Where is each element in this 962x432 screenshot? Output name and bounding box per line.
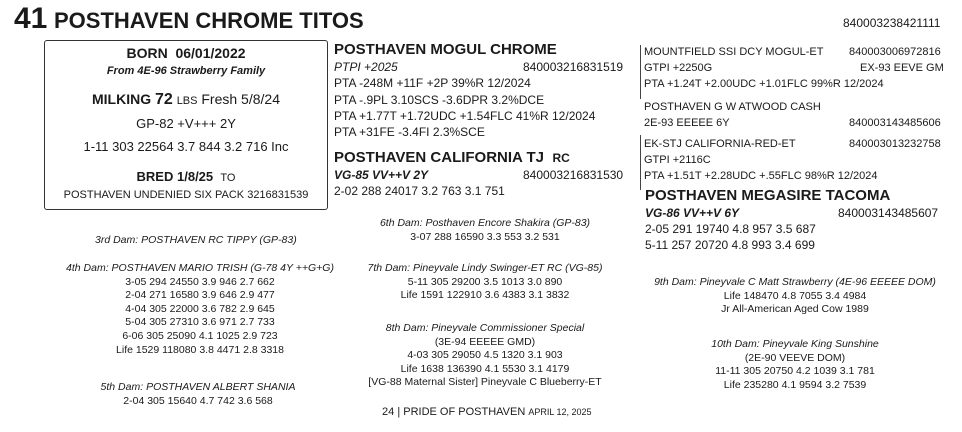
sire-pta-line: PTA +1.77T +1.72UDC +1.54FLC 41%R 12/2024 — [334, 109, 596, 123]
dam-name: POSTHAVEN CALIFORNIA TJ — [334, 149, 545, 166]
sire-sire-gtpi: GTPI +2250G — [644, 62, 713, 74]
dam-record-line: Life 148470 4.8 7055 3.4 4984 — [723, 289, 867, 302]
sire-pta-line: PTA +31FE -3.4FI 2.3%SCE — [334, 125, 485, 139]
page-footer — [382, 406, 592, 418]
sixth-dam-label: 6th Dam: Posthaven Encore Shakira (GP-83) — [379, 217, 591, 229]
born-label: BORN — [126, 45, 168, 61]
fourth-dam — [62, 262, 338, 357]
sixth-dam — [360, 217, 610, 244]
fresh-date: Fresh 5/8/24 — [201, 91, 280, 107]
bred-to: POSTHAVEN UNDENIED SIX PACK 3216831539 — [63, 189, 309, 201]
born-date: 06/01/2022 — [175, 45, 246, 61]
seventh-dam-label: 7th Dam: Pineyvale Lindy Swinger-ET RC (VG-85) — [367, 262, 603, 274]
dam-dam-name: POSTHAVEN MEGASIRE TACOMA — [645, 187, 891, 204]
publication-name: PRIDE OF POSTHAVEN — [403, 406, 526, 418]
sire-reg: 840003216831519 — [523, 60, 624, 74]
dam-record-line: 6-06 305 25090 4.1 1025 2.9 723 — [122, 329, 278, 342]
pedigree-divider — [640, 45, 641, 99]
dam-record-line: 5-11 305 29200 3.5 1013 3.0 890 — [407, 275, 563, 288]
info-box — [44, 40, 328, 210]
eighth-dam-label: 8th Dam: Pineyvale Commissioner Special — [385, 322, 585, 334]
sire-dam-reg: 840003143485606 — [849, 117, 941, 129]
dam-record-line: (2E-90 VEEVE DOM) — [744, 351, 846, 364]
dam-sire-name: EK-STJ CALIFORNIA-RED-ET — [644, 138, 796, 150]
dam-reg: 840003216831530 — [523, 168, 624, 182]
pedigree-divider — [640, 135, 641, 190]
animal-name: POSTHAVEN CHROME TITOS — [54, 8, 364, 33]
dam-sire-pta: PTA +1.51T +2.28UDC +.55FLC 98%R 12/2024 — [644, 170, 878, 182]
dam-record-line: 4-03 305 29050 4.5 1320 3.1 903 — [407, 349, 563, 362]
ninth-dam-label: 9th Dam: Pineyvale C Matt Strawberry (4E-96 EEEEE DOM) — [654, 276, 936, 288]
dam-record-line: (3E-94 EEEEE GMD) — [434, 335, 536, 348]
production-record: 1-11 303 22564 3.7 844 3.2 716 Inc — [83, 139, 289, 154]
dam-record-line: 5-04 305 27310 3.6 971 2.7 733 — [125, 316, 275, 329]
classification: GP-82 +V+++ 2Y — [136, 116, 236, 131]
bred-date: 1/8/25 — [177, 169, 214, 184]
third-dam-label: 3rd Dam: POSTHAVEN RC TIPPY (GP-83) — [95, 234, 297, 246]
sire-sire-name: MOUNTFIELD SSI DCY MOGUL-ET — [644, 46, 824, 58]
lot-number: 41 — [14, 2, 48, 35]
dam-record-line: 4-04 305 22000 3.6 782 2.9 645 — [125, 302, 275, 315]
seventh-dam — [350, 262, 620, 303]
dam-record-line: 11-11 305 20750 4.2 1039 3.1 781 — [715, 365, 875, 378]
dam-dam-record: 5-11 257 20720 4.8 993 3.4 699 — [645, 238, 815, 252]
sire-dam-class: 2E-93 EEEEE 6Y — [644, 117, 730, 129]
sire-dam-name: POSTHAVEN G W ATWOOD CASH — [644, 101, 821, 113]
dam-record-line: Life 1638 136390 4.1 5530 3.1 4179 — [400, 362, 570, 375]
dam-record-line: Life 1529 118080 3.8 4471 2.8 3318 — [116, 343, 284, 356]
dam-heading — [334, 149, 570, 167]
fifth-dam — [78, 381, 318, 408]
born-line — [45, 45, 327, 61]
to-label: TO — [220, 172, 236, 184]
bred-line — [45, 169, 327, 184]
dam-record-line: Life 1591 122910 3.6 4383 3.1 3832 — [400, 289, 570, 302]
sire-pta-line: PTA -.9PL 3.10SCS -3.6DPR 3.2%DCE — [334, 93, 545, 107]
sire-name: POSTHAVEN MOGUL CHROME — [334, 41, 557, 58]
publication-date: APRIL 12, 2025 — [528, 407, 592, 417]
dam-sire-reg: 840003013232758 — [849, 138, 941, 150]
dam-record-line: [VG-88 Maternal Sister] Pineyvale C Blueberry-ET — [368, 376, 602, 389]
dam-record-line: 3-05 294 24550 3.9 946 2.7 662 — [125, 275, 275, 288]
sire-sire-class: EX-93 EEVE GM — [860, 62, 944, 74]
dam-record-line: Life 235280 4.1 9594 3.2 7539 — [723, 378, 867, 391]
footer-separator: | — [397, 406, 401, 418]
dam-record-line: 2-04 271 16580 3.9 646 2.9 477 — [125, 289, 275, 302]
fourth-dam-label: 4th Dam: POSTHAVEN MARIO TRISH (G-78 4Y ++G+G) — [66, 262, 334, 274]
sire-pta-line: PTA -248M +11F +2P 39%R 12/2024 — [334, 76, 531, 90]
dam-dam-class: VG-86 VV++V 6Y — [645, 206, 740, 220]
page-number: 24 — [382, 406, 395, 418]
milking-label: MILKING — [92, 91, 152, 107]
animal-reg-number: 840003238421111 — [843, 16, 941, 30]
dam-suffix: RC — [552, 151, 570, 165]
milking-lbs: 72 — [155, 91, 173, 108]
family-line: From 4E-96 Strawberry Family — [106, 65, 266, 77]
eighth-dam — [335, 322, 635, 390]
dam-classification: VG-85 VV++V 2Y — [334, 168, 429, 182]
dam-sire-gtpi: GTPI +2116C — [644, 154, 711, 166]
dam-record-line: Jr All-American Aged Cow 1989 — [721, 303, 869, 316]
dam-dam-record: 2-05 291 19740 4.8 957 3.5 687 — [645, 222, 816, 236]
dam-record-line: 2-04 305 15640 4.7 742 3.6 568 — [123, 394, 273, 407]
sire-sire-reg: 840003006972816 — [849, 46, 941, 58]
milking-line — [45, 91, 327, 109]
dam-dam-reg: 840003143485607 — [838, 206, 939, 220]
sire-ptpi: PTPI +2025 — [334, 60, 398, 74]
tenth-dam-label: 10th Dam: Pineyvale King Sunshine — [711, 338, 879, 350]
dam-record: 2-02 288 24017 3.2 763 3.1 751 — [334, 184, 505, 198]
fifth-dam-label: 5th Dam: POSTHAVEN ALBERT SHANIA — [100, 381, 296, 393]
ninth-dam — [640, 276, 950, 317]
tenth-dam — [665, 338, 925, 392]
bred-label: BRED — [136, 169, 174, 184]
sire-sire-pta: PTA +1.24T +2.00UDC +1.01FLC 99%R 12/2024 — [644, 78, 884, 90]
lbs-label: LBS — [176, 95, 198, 107]
third-dam — [95, 234, 295, 248]
dam-record-line: 3-07 288 16590 3.3 553 3.2 531 — [410, 230, 560, 243]
